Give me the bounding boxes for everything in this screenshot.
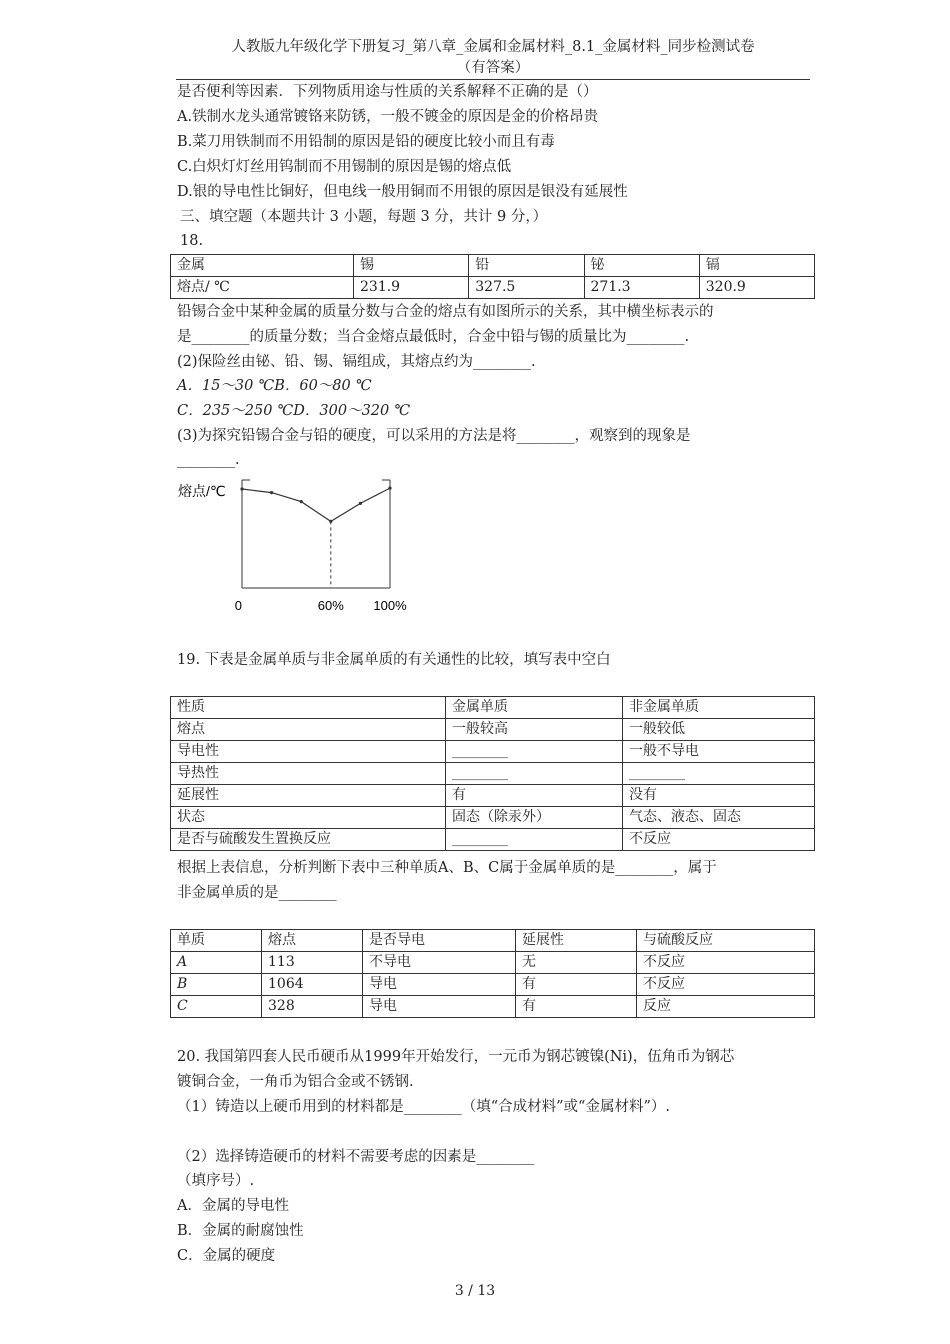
header-title-line2: （有答案） bbox=[456, 60, 530, 76]
table-cell: 熔点 bbox=[262, 930, 363, 952]
table-cell: ________ bbox=[623, 763, 815, 785]
table-cell: 1064 bbox=[262, 974, 363, 996]
table-cell: 铅 bbox=[469, 255, 584, 277]
x-tick-label: 0 bbox=[234, 598, 242, 613]
q19-intro: 19. 下表是金属单质与非金属单质的有关通性的比较，填写表中空白 bbox=[177, 652, 611, 668]
table-cell: 327.5 bbox=[469, 277, 584, 299]
table-cell: 不反应 bbox=[623, 829, 815, 851]
table-cell: 熔点 bbox=[171, 719, 446, 741]
table-cell: 状态 bbox=[171, 807, 446, 829]
table-cell: 不导电 bbox=[363, 952, 516, 974]
q20-part2: （2）选择铸造硬币的材料不需要考虑的因素是________ bbox=[177, 1149, 535, 1165]
table-cell: 导电性 bbox=[171, 741, 446, 763]
q19-property-table bbox=[170, 696, 815, 851]
q20-option-c: C．金属的硬度 bbox=[177, 1248, 276, 1264]
table-cell: 113 bbox=[262, 952, 363, 974]
table-cell: 不反应 bbox=[637, 974, 815, 996]
q18-text-1: 铅锡合金中某种金属的质量分数与合金的熔点有如图所示的关系，其中横坐标表示的 bbox=[177, 304, 714, 320]
q17-option-a: A.铁制水龙头通常镀铬来防锈，一般不镀金的原因是金的价格昂贵 bbox=[177, 109, 599, 125]
q18-text-2: 是________的质量分数；当合金熔点最低时，合金中铅与锡的质量比为________. bbox=[177, 329, 690, 345]
q17-stem: 是否便利等因素．下列物质用途与性质的关系解释不正确的是（） bbox=[177, 84, 598, 100]
q18-part2: (2)保险丝由铋、铅、锡、镉组成，其熔点约为________. bbox=[177, 354, 536, 370]
table-cell: ________ bbox=[446, 829, 623, 851]
table-row bbox=[171, 255, 815, 277]
table-cell: 导电 bbox=[363, 974, 516, 996]
q17-option-b: B.菜刀用铁制而不用铅制的原因是铅的硬度比较小而且有毒 bbox=[177, 134, 555, 150]
table-cell: 一般不导电 bbox=[623, 741, 815, 763]
q20-line-1: 20. 我国第四套人民币硬币从1999年开始发行，一元币为钢芯镀镍(Ni)，伍角币为钢芯 bbox=[177, 1049, 735, 1065]
table-cell: 固态（除汞外） bbox=[446, 807, 623, 829]
table-cell: 非金属单质 bbox=[623, 697, 815, 719]
table-row bbox=[171, 763, 815, 785]
table-cell: 金属 bbox=[171, 255, 354, 277]
table-cell: 性质 bbox=[171, 697, 446, 719]
q20-option-a: A．金属的导电性 bbox=[177, 1198, 289, 1214]
table-row bbox=[171, 741, 815, 763]
table-row bbox=[171, 829, 815, 851]
q19-after-1: 根据上表信息，分析判断下表中三种单质A、B、C属于金属单质的是________，属于 bbox=[177, 860, 717, 876]
q18-part3-blank: ________. bbox=[177, 452, 240, 468]
table-cell: 延展性 bbox=[516, 930, 637, 952]
table-cell: ________ bbox=[446, 741, 623, 763]
q19-after-2: 非金属单质的是________ bbox=[177, 885, 337, 901]
q20-part1: （1）铸造以上硬币用到的材料都是________（填“合成材料”或“金属材料”）. bbox=[177, 1099, 670, 1115]
table-cell: 镉 bbox=[699, 255, 814, 277]
chart-plot bbox=[235, 487, 407, 614]
table-cell: 有 bbox=[516, 996, 637, 1018]
table-cell: 与硫酸反应 bbox=[637, 930, 815, 952]
table-cell: 328 bbox=[262, 996, 363, 1018]
q18-options-ab: A．15～30 ℃B．60～80 ℃ bbox=[177, 378, 372, 394]
q18-part3: (3)为探究铅锡合金与铅的硬度，可以采用的方法是将________，观察到的现象是 bbox=[177, 428, 691, 444]
data-point bbox=[270, 491, 273, 494]
table-row bbox=[171, 996, 815, 1018]
table-cell: C bbox=[171, 996, 262, 1018]
q17-option-c: C.白炽灯灯丝用钨制而不用锡制的原因是锡的熔点低 bbox=[177, 159, 512, 175]
table-cell: 熔点/ ℃ bbox=[171, 277, 354, 299]
data-point bbox=[359, 502, 362, 505]
table-cell: 271.3 bbox=[584, 277, 699, 299]
table-cell: 231.9 bbox=[354, 277, 469, 299]
table-row bbox=[171, 277, 815, 299]
table-cell: 无 bbox=[516, 952, 637, 974]
table-row bbox=[171, 807, 815, 829]
q18-melting-table bbox=[170, 254, 815, 299]
x-tick-label: 60% bbox=[317, 598, 344, 613]
q20-line-2: 镀铜合金，一角币为铝合金或不锈钢. bbox=[177, 1074, 414, 1090]
table-cell: 导电 bbox=[363, 996, 516, 1018]
data-point bbox=[388, 487, 391, 490]
table-row bbox=[171, 785, 815, 807]
table-cell: 不反应 bbox=[637, 952, 815, 974]
table-cell: 一般较低 bbox=[623, 719, 815, 741]
page-number: 3 / 13 bbox=[454, 1283, 496, 1299]
table-row bbox=[171, 930, 815, 952]
melting-point-chart bbox=[170, 470, 430, 620]
table-cell: 是否与硫酸发生置换反应 bbox=[171, 829, 446, 851]
table-cell: 金属单质 bbox=[446, 697, 623, 719]
q20-option-b: B．金属的耐腐蚀性 bbox=[177, 1223, 304, 1239]
melting-curve bbox=[242, 488, 390, 521]
table-cell: 是否导电 bbox=[363, 930, 516, 952]
table-cell: 没有 bbox=[623, 785, 815, 807]
table-cell: 气态、液态、固态 bbox=[623, 807, 815, 829]
table-cell: A bbox=[171, 952, 262, 974]
table-cell: 320.9 bbox=[699, 277, 814, 299]
table-cell: 一般较高 bbox=[446, 719, 623, 741]
table-cell: 有 bbox=[446, 785, 623, 807]
q19-substance-table bbox=[170, 929, 815, 1018]
y-axis-label: 熔点/℃ bbox=[178, 483, 226, 499]
x-tick-label: 100% bbox=[373, 598, 407, 613]
table-row bbox=[171, 697, 815, 719]
header-title-line1: 人教版九年级化学下册复习_第八章_金属和金属材料_8.1_金属材料_同步检测试卷 bbox=[231, 39, 755, 55]
table-row bbox=[171, 719, 815, 741]
table-cell: 有 bbox=[516, 974, 637, 996]
data-point bbox=[240, 487, 243, 490]
q17-option-d: D.银的导电性比铜好，但电线一般用铜而不用银的原因是银没有延展性 bbox=[177, 184, 628, 200]
document-header bbox=[176, 37, 810, 79]
table-row bbox=[171, 974, 815, 996]
table-row bbox=[171, 952, 815, 974]
data-point bbox=[300, 500, 303, 503]
header-rule bbox=[176, 79, 810, 80]
table-cell: 铋 bbox=[584, 255, 699, 277]
table-cell: 单质 bbox=[171, 930, 262, 952]
q20-part2-hint: （填序号）. bbox=[177, 1173, 255, 1189]
table-cell: 锡 bbox=[354, 255, 469, 277]
q18-number: 18. bbox=[180, 233, 204, 249]
table-cell: ________ bbox=[446, 763, 623, 785]
table-cell: 导热性 bbox=[171, 763, 446, 785]
table-cell: 反应 bbox=[637, 996, 815, 1018]
table-cell: 延展性 bbox=[171, 785, 446, 807]
q18-options-cd: C．235～250 ℃D．300～320 ℃ bbox=[177, 403, 411, 419]
table-cell: B bbox=[171, 974, 262, 996]
section-title: 三、填空题（本题共计 3 小题，每题 3 分，共计 9 分，） bbox=[180, 209, 548, 225]
